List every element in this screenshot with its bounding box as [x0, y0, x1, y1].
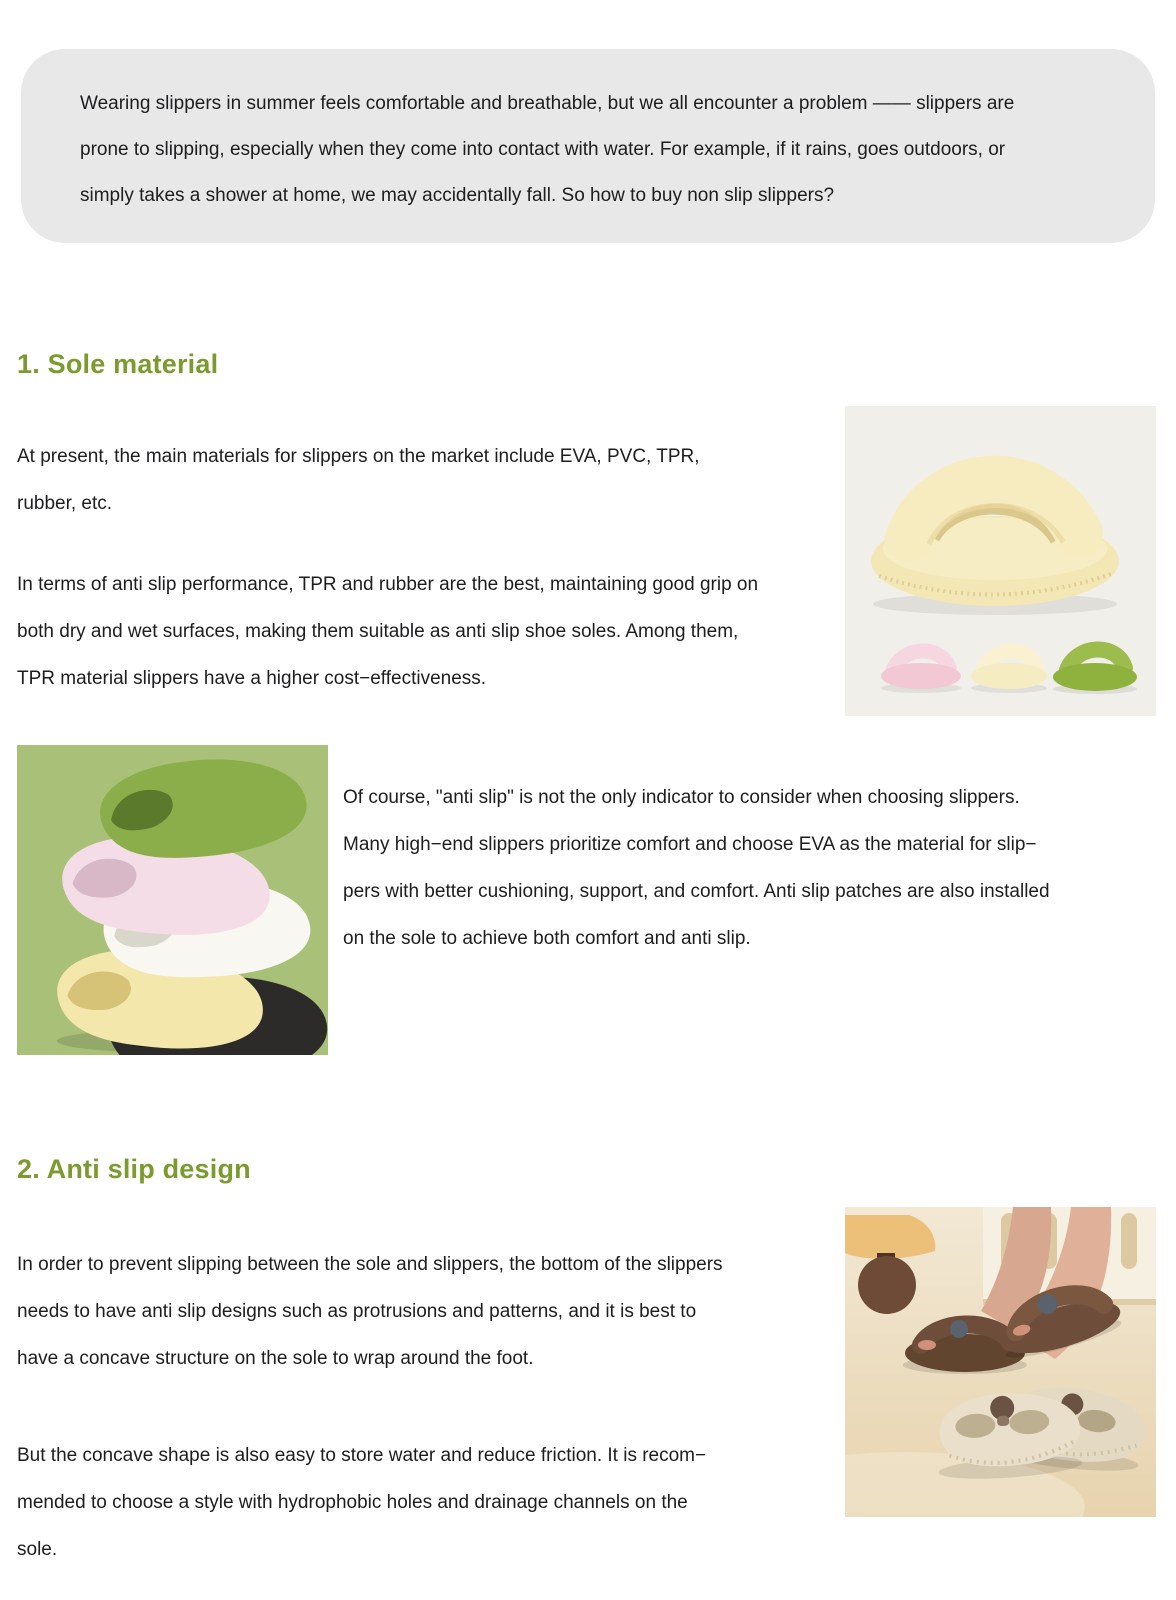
- intro-line: simply takes a shower at home, we may accidentally fall. So how to buy non slip slippers?: [80, 185, 835, 206]
- wearing-slippers-illustration: [845, 1207, 1156, 1517]
- paragraph-materials: [17, 433, 700, 527]
- body-line: In order to prevent slipping between the sole and slippers, the bottom of the slippers: [17, 1254, 723, 1275]
- body-line: Many high−end slippers prioritize comfort and choose EVA as the material for slip−: [343, 834, 1037, 855]
- intro-text: [80, 81, 1014, 219]
- sole-material-product-image: [845, 406, 1156, 716]
- body-line: pers with better cushioning, support, and comfort. Anti slip patches are also installed: [343, 881, 1050, 902]
- stacked-slippers-image: [17, 745, 328, 1055]
- section-2-heading: 2. Anti slip design: [17, 1154, 251, 1184]
- section-1-heading: 1. Sole material: [17, 349, 219, 379]
- body-line: But the concave shape is also easy to store water and reduce friction. It is recom−: [17, 1445, 707, 1466]
- body-line: TPR material slippers have a higher cost−effectiveness.: [17, 668, 487, 689]
- body-line: sole.: [17, 1539, 58, 1560]
- anti-slip-wearing-image: [845, 1207, 1156, 1517]
- body-line: Of course, "anti slip" is not the only indicator to consider when choosing slippers.: [343, 787, 1020, 808]
- paragraph-comfort: [343, 774, 1050, 962]
- body-line: In terms of anti slip performance, TPR and rubber are the best, maintaining good grip on: [17, 574, 759, 595]
- body-line: rubber, etc.: [17, 493, 113, 514]
- paragraph-concave: [17, 1432, 706, 1573]
- paragraph-design: [17, 1241, 723, 1382]
- intro-line: prone to slipping, especially when they come into contact with water. For example, if it rains, goes outdoors, or: [80, 139, 1006, 160]
- paragraph-performance: [17, 561, 758, 702]
- cream-slipper-illustration: [845, 406, 1156, 716]
- body-line: needs to have anti slip designs such as protrusions and patterns, and it is best to: [17, 1301, 697, 1322]
- intro-callout: [21, 49, 1155, 243]
- body-line: At present, the main materials for slippers on the market include EVA, PVC, TPR,: [17, 446, 700, 467]
- body-line: both dry and wet surfaces, making them suitable as anti slip shoe soles. Among them,: [17, 621, 739, 642]
- body-line: mended to choose a style with hydrophobic holes and drainage channels on the: [17, 1492, 688, 1513]
- intro-line: Wearing slippers in summer feels comfortable and breathable, but we all encounter a problem —— slippers are: [80, 93, 1015, 114]
- body-line: on the sole to achieve both comfort and anti slip.: [343, 928, 751, 949]
- stacked-slippers-illustration: [17, 745, 328, 1055]
- body-line: have a concave structure on the sole to wrap around the foot.: [17, 1348, 534, 1369]
